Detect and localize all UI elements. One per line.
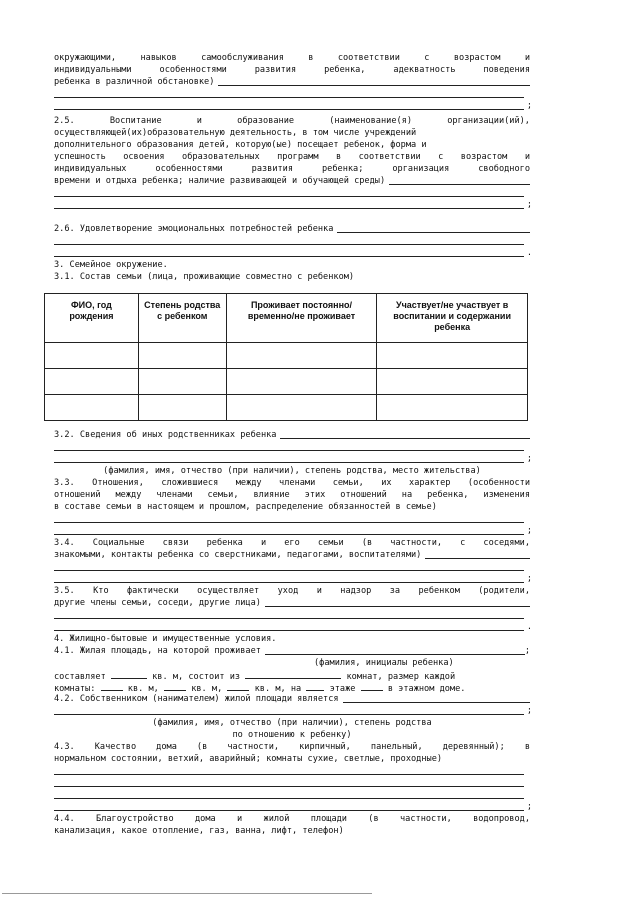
blank-line xyxy=(54,235,530,247)
rooms-input[interactable] xyxy=(245,669,341,679)
blank-line xyxy=(54,789,530,801)
s2-5-line-5: индивидуальных особенностями развития ребенка; организация свободного xyxy=(54,164,530,174)
table-cell[interactable] xyxy=(45,343,139,369)
table-cell[interactable] xyxy=(45,369,139,395)
table-cell[interactable] xyxy=(138,343,226,369)
room-size-input[interactable] xyxy=(164,681,186,691)
blank-line xyxy=(54,609,530,621)
table-row xyxy=(45,369,528,395)
table-cell[interactable] xyxy=(138,369,226,395)
s2-5-line-1: 2.5. Воспитание и образование (наименование(я) организации(ий), xyxy=(54,116,530,126)
area-input[interactable] xyxy=(111,669,147,679)
blank-line xyxy=(54,513,530,525)
s4-1-line-rooms: комнаты: кв. м, кв. м, кв. м, на этаже в этажном доме. xyxy=(54,681,530,693)
blank-line xyxy=(54,88,530,100)
blank-line: ; xyxy=(54,525,530,537)
room-size-input[interactable] xyxy=(101,681,123,691)
s4-4-line-2: канализация, какое отопление, газ, ванна, лифт, телефон) xyxy=(54,826,344,836)
table-cell[interactable] xyxy=(45,395,139,421)
room-size-input[interactable] xyxy=(227,681,249,691)
s4-heading: 4. Жилищно-бытовые и имущественные условия. xyxy=(54,634,277,644)
table-cell[interactable] xyxy=(377,369,528,395)
blank-line xyxy=(54,187,530,199)
table-row xyxy=(45,343,528,369)
floors-total-input[interactable] xyxy=(361,681,383,691)
s2-5-line-6: времени и отдыха ребенка; наличие развивающей и обучающей среды) xyxy=(54,175,530,187)
intro-line-2: индивидуальными особенностями развития ребенка, адекватность поведения xyxy=(54,65,530,75)
s4-2-caption-1: (фамилия, имя, отчество (при наличии), степень родства xyxy=(152,718,432,728)
s3-3-line-3: в составе семьи в настоящем и прошлом, распределение обязанностей в семье) xyxy=(54,502,437,512)
s3-1-line: 3.1. Состав семьи (лица, проживающие совместно с ребенком) xyxy=(54,272,355,282)
s3-4-line-1: 3.4. Социальные связи ребенка и его семьи (в частности, с соседями, xyxy=(54,538,530,548)
blank-line: . xyxy=(54,621,530,633)
blank-line: ; xyxy=(54,705,530,717)
section-4 xyxy=(54,633,530,813)
table-cell[interactable] xyxy=(226,395,377,421)
s2-5-line-4: успешность освоения образовательных программ в соответствии с возрастом и xyxy=(54,152,530,162)
s4-1-line-area: составляет кв. м, состоит из комнат, размер каждой xyxy=(54,669,530,681)
s4-4-line-1: 4.4. Благоустройство дома и жилой площади (в частности, водопровод, xyxy=(54,814,530,824)
s3-5-line-2: другие члены семьи, соседи, другие лица) xyxy=(54,597,530,609)
blank-line: ; xyxy=(54,801,530,813)
col-header-relation: Степень родства с ребенком xyxy=(138,294,226,343)
s2-5-line-3: дополнительного образования детей, которую(ые) посещает ребенок, форма и xyxy=(54,140,427,150)
section-2-5 xyxy=(54,115,530,211)
s3-3-line-2: отношений между членами семьи, влияние этих отношений на ребенка, изменения xyxy=(54,490,530,500)
section-3-4 xyxy=(54,537,530,585)
blank-line: . xyxy=(54,247,530,259)
intro-line-3-text: ребенка в различной обстановке) xyxy=(54,77,215,87)
blank-line: ; xyxy=(54,453,530,465)
s3-2-line-1: 3.2. Сведения об иных родственниках ребенка xyxy=(54,429,530,441)
blank-line xyxy=(54,441,530,453)
table-cell[interactable] xyxy=(226,343,377,369)
s4-3-line-1: 4.3. Качество дома (в частности, кирпичный, панельный, деревянный); в xyxy=(54,742,530,752)
table-cell[interactable] xyxy=(377,343,528,369)
s2-5-line-2: осуществляющей(их)образовательную деятельность, в том числе учреждений xyxy=(54,128,417,138)
blank-line: ; xyxy=(54,573,530,585)
s4-2-line-1: 4.2. Собственником (нанимателем) жилой площади является xyxy=(54,693,530,705)
col-header-name: ФИО, год рождения xyxy=(45,294,139,343)
s3-3-line-1: 3.3. Отношения, сложившиеся между членами семьи, их характер (особенности xyxy=(54,478,530,488)
blank-line xyxy=(54,777,530,789)
footnote-divider xyxy=(2,893,372,894)
blank-line xyxy=(54,561,530,573)
section-3-2 xyxy=(54,429,530,477)
col-header-participation: Участвует/не участвует в воспитании и содержании ребенка xyxy=(377,294,528,343)
s3-5-line-1: 3.5. Кто фактически осуществляет уход и надзор за ребенком (родители, xyxy=(54,586,530,596)
section-3-5 xyxy=(54,585,530,633)
s3-2-caption: (фамилия, имя, отчество (при наличии), степень родства, место жительства) xyxy=(103,466,481,476)
s3-heading: 3. Семейное окружение. xyxy=(54,260,168,270)
s2-6-line-1: 2.6. Удовлетворение эмоциональных потребностей ребенка xyxy=(54,223,530,235)
blank-line xyxy=(54,765,530,777)
section-2-6 xyxy=(54,223,530,259)
table-cell[interactable] xyxy=(377,395,528,421)
intro-line-1: окружающими, навыков самообслуживания в соответствии с возрастом и xyxy=(54,53,530,63)
blank-line: ; xyxy=(54,100,530,112)
section-3-3 xyxy=(54,477,530,537)
s4-1-line-1: 4.1. Жилая площадь, на которой проживает ; xyxy=(54,646,530,656)
intro-block xyxy=(54,52,530,112)
floor-input[interactable] xyxy=(306,681,324,691)
family-table xyxy=(44,293,528,421)
section-3 xyxy=(54,259,530,283)
col-header-residence: Проживает постоянно/временно/не проживает xyxy=(226,294,377,343)
intro-line-3 xyxy=(54,76,530,88)
table-cell[interactable] xyxy=(226,369,377,395)
s4-3-line-2: нормальном состоянии, ветхий, аварийный; комнаты сухие, светлые, проходные) xyxy=(54,754,443,764)
table-row xyxy=(45,395,528,421)
section-4-4 xyxy=(54,813,530,837)
table-cell[interactable] xyxy=(138,395,226,421)
s4-2-caption-2: по отношению к ребенку) xyxy=(232,730,352,740)
s4-1-caption: (фамилия, инициалы ребенка) xyxy=(314,658,454,668)
blank-line: ; xyxy=(54,199,530,211)
s3-4-line-2: знакомыми, контакты ребенка со сверстниками, педагогами, воспитателями) xyxy=(54,549,530,561)
